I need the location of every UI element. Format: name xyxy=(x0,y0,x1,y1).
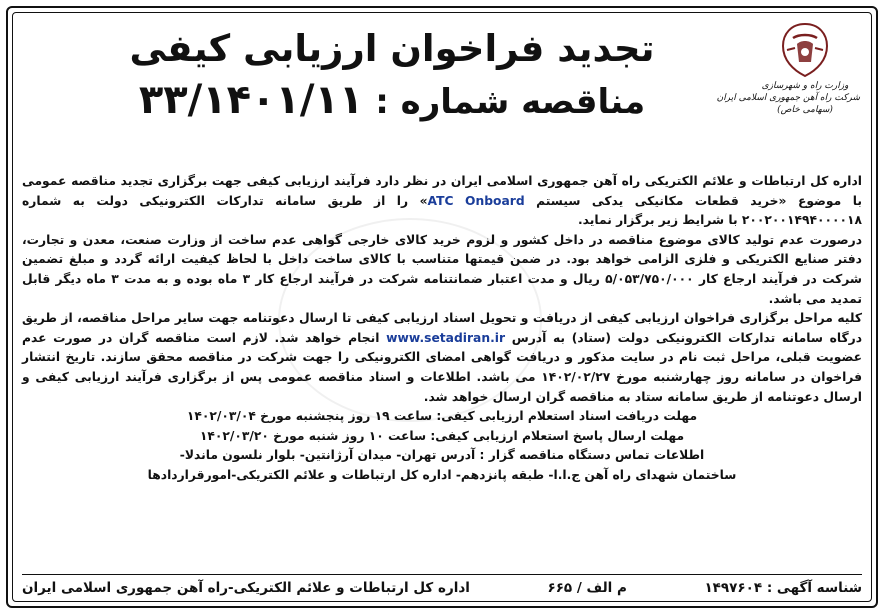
tender-label: مناقصه شماره : xyxy=(375,82,646,122)
org-ministry: وزارت راه و شهرسازی xyxy=(761,81,849,91)
paragraph-conditions: درصورت عدم تولید کالای موضوع مناقصه در داخل کشور و لزوم خرید کالای خارجی گواهی عدم ساخت از وزارت صنعت، معدن و تجارت، دفتر صنایع الکتریکی و فلزی الزامی خواهد بود. در ضمن قیمتها متناسب با کالای ساخت داخل با لحاظ کیفیت ارائه گردد و مبلغ تضمین شرکت در فرآیند ارجاع کار ۵/۰۵۳/۷۵۰/۰۰۰ ریال و مدت اعتبار ضمانتنامه شرکت در فرآیند ارجاع کار ۳ ماه بوده و به مدت ۳ ماه دیگر قابل تمدید می باشد. xyxy=(22,232,862,306)
notice-footer xyxy=(22,574,862,596)
notice-header xyxy=(22,16,862,166)
tender-number-title xyxy=(52,74,732,128)
org-company: شرکت راه آهن جمهوری اسلامی ایران xyxy=(716,93,860,103)
setad-website-link[interactable]: www.setadiran.ir xyxy=(386,330,506,345)
issuer-name: اداره کل ارتباطات و علائم الکتریکی-راه آهن جمهوری اسلامی ایران xyxy=(22,580,470,596)
railway-logo-icon xyxy=(777,20,833,80)
tender-number: ۳۳/۱۴۰۱/۱۱ xyxy=(138,77,364,123)
intro-text-a: اداره کل ارتباطات و علائم الکتریکی راه آهن جمهوری اسلامی ایران در نظر دارد فرآیند ارزیابی کیفی جهت برگزاری تجدید مناقصه عمومی با موضوع «خرید قطعات مکانیکی یدکی سیستم xyxy=(22,174,862,208)
deadline-submit: مهلت ارسال پاسخ استعلام ارزیابی کیفی: ساعت ۱۰ روز شنبه مورخ ۱۴۰۲/۰۳/۲۰ xyxy=(199,428,685,443)
paragraph-procedure xyxy=(22,309,862,407)
procedure-text-a: کلیه مراحل برگزاری فراخوان ارزیابی کیفی از دریافت و تحویل اسناد ارزیابی کیفی تا ارسال دعوتنامه جهت سایر مراحل مناقصه، از طریق درگاه سامانه تدارکات الکترونیکی دولت (ستاد) به آدرس xyxy=(22,311,863,345)
deadlines-block xyxy=(22,407,862,485)
procedure-text-b: انجام خواهد شد. لازم است مناقصه گران در صورت عدم عضویت قبلی، مراحل ثبت نام در سایت مذکور و دریافت گواهی امضای الکترونیکی را جهت شرکت در مناقصه محقق سازند. تاریخ انتشار فراخوان در سامانه روز چهارشنبه مورخ ۱۴۰۲/۰۲/۲۷ می باشد. اطلاعات و اسناد مناقصه عمومی پس از برگزاری فرآیند ارزیابی کیفی و ارسال دعوتنامه از طریق سامانه ستاد به مناقصه گران ارسال خواهد شد. xyxy=(22,330,862,404)
title-block xyxy=(52,16,732,128)
intro-text-b: » را از طریق سامانه تدارکات الکترونیکی دولت به شماره ۲۰۰۲۰۰۱۴۹۴۰۰۰۰۱۸ با شرایط زیر برگزار نماید. xyxy=(22,193,862,228)
reference-number: م الف / ۶۶۵ xyxy=(547,580,627,596)
system-name: ATC Onboard xyxy=(427,193,525,208)
org-type: (سهامی خاص) xyxy=(777,105,833,115)
organization-logo-block xyxy=(716,20,860,116)
contact-address-line2: ساختمان شهدای راه آهن ج.ا.ا- طبقه پانزدهم- اداره کل ارتباطات و علائم الکتریکی-امورقراردادها xyxy=(147,467,737,482)
ad-identifier: شناسه آگهی : ۱۴۹۷۶۰۴ xyxy=(704,580,862,596)
notice-body xyxy=(22,172,862,407)
notice-frame xyxy=(6,6,878,608)
paragraph-intro xyxy=(22,172,862,231)
deadline-receive: مهلت دریافت اسناد استعلام ارزیابی کیفی: ساعت ۱۹ روز پنجشنبه مورخ ۱۴۰۲/۰۳/۰۴ xyxy=(186,409,698,424)
contact-address-line1: اطلاعات تماس دستگاه مناقصه گزار : آدرس تهران- میدان آرژانتین- بلوار نلسون ماندلا- xyxy=(179,448,705,463)
notice-title: تجدید فراخوان ارزیابی کیفی xyxy=(129,27,655,70)
